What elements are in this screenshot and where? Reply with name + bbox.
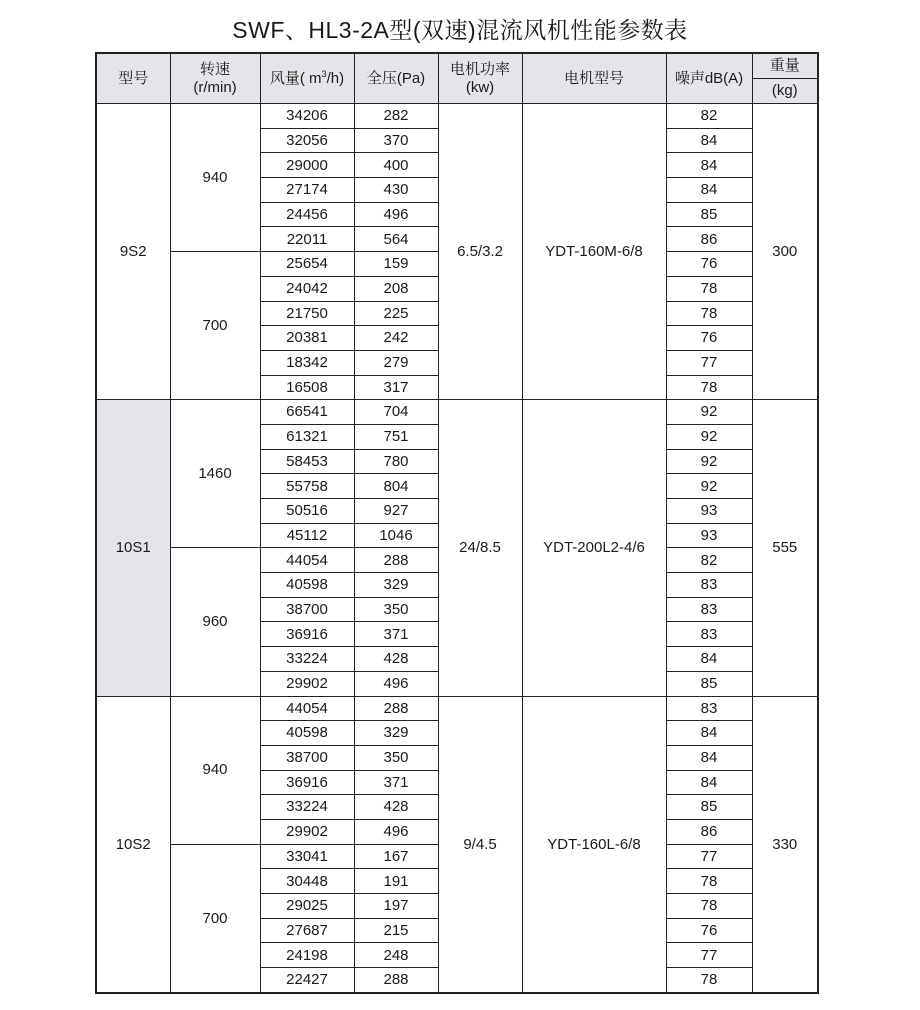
airflow-cell: 61321 (260, 424, 354, 449)
speed-cell: 1460 (170, 400, 260, 548)
speed-cell: 960 (170, 548, 260, 696)
motor-model-cell: YDT-160M-6/8 (522, 104, 666, 400)
pressure-cell: 197 (354, 894, 438, 919)
header-airflow (260, 53, 354, 104)
power-cell: 9/4.5 (438, 696, 522, 993)
header-motor-model: 电机型号 (522, 53, 666, 104)
speed-cell: 940 (170, 696, 260, 844)
page-title: SWF、HL3-2A型(双速)混流风机性能参数表 (232, 17, 688, 43)
pressure-cell: 242 (354, 326, 438, 351)
header-power (438, 53, 522, 104)
airflow-cell: 38700 (260, 597, 354, 622)
pressure-cell: 496 (354, 671, 438, 696)
airflow-cell: 36916 (260, 770, 354, 795)
airflow-cell: 21750 (260, 301, 354, 326)
pressure-cell: 329 (354, 573, 438, 598)
noise-cell: 86 (666, 819, 752, 844)
airflow-cell: 29902 (260, 671, 354, 696)
motor-model-cell: YDT-160L-6/8 (522, 696, 666, 993)
airflow-cell: 33224 (260, 795, 354, 820)
airflow-cell: 30448 (260, 869, 354, 894)
airflow-cell: 34206 (260, 104, 354, 129)
speed-cell: 700 (170, 844, 260, 993)
pressure-cell: 215 (354, 918, 438, 943)
airflow-cell: 25654 (260, 252, 354, 277)
airflow-cell: 24456 (260, 202, 354, 227)
airflow-cell: 32056 (260, 128, 354, 153)
pressure-cell: 927 (354, 499, 438, 524)
pressure-cell: 248 (354, 943, 438, 968)
header-speed-label: 转速 (199, 61, 230, 79)
noise-cell: 92 (666, 449, 752, 474)
header-airflow-prefix: 风量( m (269, 70, 322, 88)
noise-cell: 76 (666, 918, 752, 943)
noise-cell: 84 (666, 128, 752, 153)
pressure-cell: 428 (354, 795, 438, 820)
noise-cell: 85 (666, 202, 752, 227)
airflow-cell: 33224 (260, 647, 354, 672)
pressure-cell: 564 (354, 227, 438, 252)
header-airflow-suffix: /h) (326, 70, 345, 88)
noise-cell: 78 (666, 276, 752, 301)
pressure-cell: 350 (354, 745, 438, 770)
noise-cell: 84 (666, 178, 752, 203)
header-power-label: 电机功率 (449, 61, 510, 79)
airflow-cell: 29025 (260, 894, 354, 919)
noise-cell: 85 (666, 795, 752, 820)
speed-cell: 700 (170, 252, 260, 400)
pressure-cell: 1046 (354, 523, 438, 548)
header-noise: 噪声dB(A) (666, 53, 752, 104)
airflow-cell: 27687 (260, 918, 354, 943)
header-speed (170, 53, 260, 104)
airflow-cell: 20381 (260, 326, 354, 351)
noise-cell: 84 (666, 153, 752, 178)
pressure-cell: 282 (354, 104, 438, 129)
airflow-cell: 27174 (260, 178, 354, 203)
noise-cell: 84 (666, 745, 752, 770)
table-body (96, 104, 818, 993)
header-weight-unit: (kg) (752, 79, 818, 104)
airflow-cell: 24198 (260, 943, 354, 968)
speed-cell: 940 (170, 104, 260, 252)
header-speed-unit: (r/min) (193, 78, 237, 96)
airflow-cell: 33041 (260, 844, 354, 869)
airflow-cell: 44054 (260, 696, 354, 721)
pressure-cell: 167 (354, 844, 438, 869)
pressure-cell: 371 (354, 770, 438, 795)
pressure-cell: 317 (354, 375, 438, 400)
pressure-cell: 350 (354, 597, 438, 622)
header-model: 型号 (96, 53, 170, 104)
model-cell: 10S2 (96, 696, 170, 993)
noise-cell: 78 (666, 375, 752, 400)
airflow-cell: 38700 (260, 745, 354, 770)
pressure-cell: 159 (354, 252, 438, 277)
header-pressure: 全压(Pa) (354, 53, 438, 104)
pressure-cell: 804 (354, 474, 438, 499)
header-weight-label: 重量 (752, 53, 818, 79)
pressure-cell: 288 (354, 548, 438, 573)
model-cell: 10S1 (96, 400, 170, 696)
noise-cell: 83 (666, 597, 752, 622)
noise-cell: 78 (666, 301, 752, 326)
noise-cell: 92 (666, 474, 752, 499)
airflow-cell: 44054 (260, 548, 354, 573)
pressure-cell: 780 (354, 449, 438, 474)
airflow-cell: 58453 (260, 449, 354, 474)
pressure-cell: 371 (354, 622, 438, 647)
noise-cell: 78 (666, 869, 752, 894)
noise-cell: 85 (666, 671, 752, 696)
airflow-cell: 40598 (260, 721, 354, 746)
noise-cell: 83 (666, 573, 752, 598)
noise-cell: 78 (666, 894, 752, 919)
noise-cell: 77 (666, 844, 752, 869)
airflow-cell: 24042 (260, 276, 354, 301)
airflow-cell: 40598 (260, 573, 354, 598)
pressure-cell: 279 (354, 350, 438, 375)
model-cell: 9S2 (96, 104, 170, 400)
noise-cell: 82 (666, 548, 752, 573)
noise-cell: 93 (666, 523, 752, 548)
noise-cell: 84 (666, 770, 752, 795)
noise-cell: 83 (666, 622, 752, 647)
noise-cell: 92 (666, 424, 752, 449)
power-cell: 24/8.5 (438, 400, 522, 696)
pressure-cell: 225 (354, 301, 438, 326)
noise-cell: 76 (666, 252, 752, 277)
pressure-cell: 370 (354, 128, 438, 153)
pressure-cell: 428 (354, 647, 438, 672)
airflow-cell: 22011 (260, 227, 354, 252)
airflow-cell: 22427 (260, 968, 354, 993)
header-airflow-sup: 3 (321, 69, 327, 80)
noise-cell: 93 (666, 499, 752, 524)
airflow-cell: 16508 (260, 375, 354, 400)
performance-table (95, 52, 819, 994)
airflow-cell: 18342 (260, 350, 354, 375)
table-row (96, 696, 818, 721)
table-row (96, 104, 818, 129)
airflow-cell: 36916 (260, 622, 354, 647)
weight-cell: 330 (752, 696, 818, 993)
pressure-cell: 288 (354, 696, 438, 721)
table-row (96, 400, 818, 425)
noise-cell: 76 (666, 326, 752, 351)
airflow-cell: 29000 (260, 153, 354, 178)
weight-cell: 300 (752, 104, 818, 400)
noise-cell: 92 (666, 400, 752, 425)
pressure-cell: 400 (354, 153, 438, 178)
weight-cell: 555 (752, 400, 818, 696)
airflow-cell: 55758 (260, 474, 354, 499)
noise-cell: 83 (666, 696, 752, 721)
noise-cell: 86 (666, 227, 752, 252)
pressure-cell: 704 (354, 400, 438, 425)
airflow-cell: 66541 (260, 400, 354, 425)
pressure-cell: 288 (354, 968, 438, 993)
airflow-cell: 29902 (260, 819, 354, 844)
pressure-cell: 191 (354, 869, 438, 894)
header-power-unit: (kw) (465, 78, 495, 96)
pressure-cell: 496 (354, 819, 438, 844)
motor-model-cell: YDT-200L2-4/6 (522, 400, 666, 696)
airflow-cell: 45112 (260, 523, 354, 548)
noise-cell: 77 (666, 350, 752, 375)
airflow-cell: 50516 (260, 499, 354, 524)
noise-cell: 84 (666, 647, 752, 672)
pressure-cell: 329 (354, 721, 438, 746)
noise-cell: 82 (666, 104, 752, 129)
noise-cell: 78 (666, 968, 752, 993)
noise-cell: 77 (666, 943, 752, 968)
pressure-cell: 751 (354, 424, 438, 449)
pressure-cell: 496 (354, 202, 438, 227)
noise-cell: 84 (666, 721, 752, 746)
pressure-cell: 208 (354, 276, 438, 301)
power-cell: 6.5/3.2 (438, 104, 522, 400)
pressure-cell: 430 (354, 178, 438, 203)
